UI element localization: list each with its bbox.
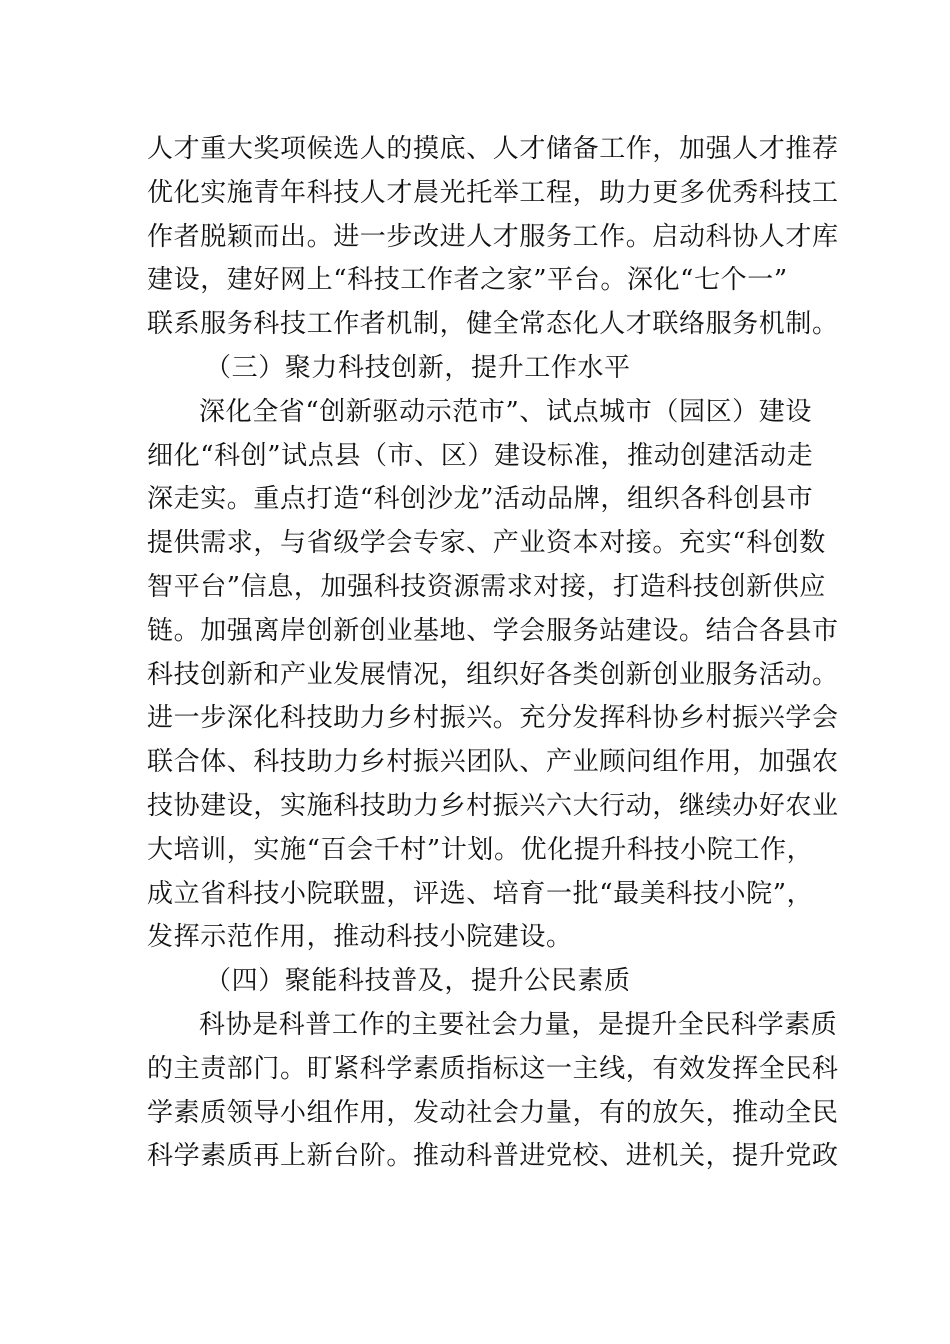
paragraph-line: 大培训，实施“百会千村”计划。优化提升科技小院工作， — [147, 834, 814, 865]
paragraph-line: 科学素质再上新台阶。推动科普进党校、进机关，提升党政 — [147, 1141, 839, 1172]
paragraph-line: 的主责部门。盯紧科学素质指标这一主线，有效发挥全民科 — [147, 1053, 839, 1084]
paragraph-line: 联系服务科技工作者机制，健全常态化人才联络服务机制。 — [147, 309, 839, 340]
paragraph-line: 深走实。重点打造“科创沙龙”活动品牌，组织各科创县市 — [147, 484, 814, 515]
paragraph-line: 联合体、科技助力乡村振兴团队、产业顾问组作用，加强农 — [147, 747, 839, 778]
section-heading: （四）聚能科技普及，提升公民素质 — [205, 966, 631, 997]
paragraph-line: 学素质领导小组作用，发动社会力量，有的放矢，推动全民 — [147, 1097, 839, 1128]
paragraph-line: 科协是科普工作的主要社会力量，是提升全民科学素质 — [199, 1009, 838, 1040]
paragraph-line: 链。加强离岸创新创业基地、学会服务站建设。结合各县市 — [147, 615, 839, 646]
document-body — [147, 128, 839, 1179]
paragraph-line: 人才重大奖项候选人的摸底、人才储备工作，加强人才推荐 — [147, 134, 839, 164]
paragraph-line: 深化全省“创新驱动示范市”、试点城市（园区）建设 — [199, 396, 812, 427]
paragraph-line: 作者脱颖而出。进一步改进人才服务工作。启动科协人才库 — [147, 221, 839, 252]
paragraph-line: 科技创新和产业发展情况，组织好各类创新创业服务活动。 — [147, 659, 839, 690]
paragraph-line: 提供需求，与省级学会专家、产业资本对接。充实“科创数 — [147, 528, 826, 559]
paragraph-line: 智平台”信息，加强科技资源需求对接，打造科技创新供应 — [147, 571, 826, 602]
paragraph-line: 建设，建好网上“科技工作者之家”平台。深化“七个一” — [147, 265, 788, 296]
section-heading: （三）聚力科技创新，提升工作水平 — [205, 352, 631, 383]
paragraph-line: 成立省科技小院联盟，评选、培育一批“最美科技小院”， — [147, 878, 814, 909]
paragraph-line: 优化实施青年科技人才晨光托举工程，助力更多优秀科技工 — [147, 177, 839, 208]
paragraph-line: 细化“科创”试点县（市、区）建设标准，推动创建活动走 — [147, 440, 814, 471]
paragraph-line: 进一步深化科技助力乡村振兴。充分发挥科协乡村振兴学会 — [147, 703, 839, 734]
paragraph-line: 技协建设，实施科技助力乡村振兴六大行动，继续办好农业 — [147, 790, 839, 821]
paragraph-line: 发挥示范作用，推动科技小院建设。 — [147, 922, 573, 953]
